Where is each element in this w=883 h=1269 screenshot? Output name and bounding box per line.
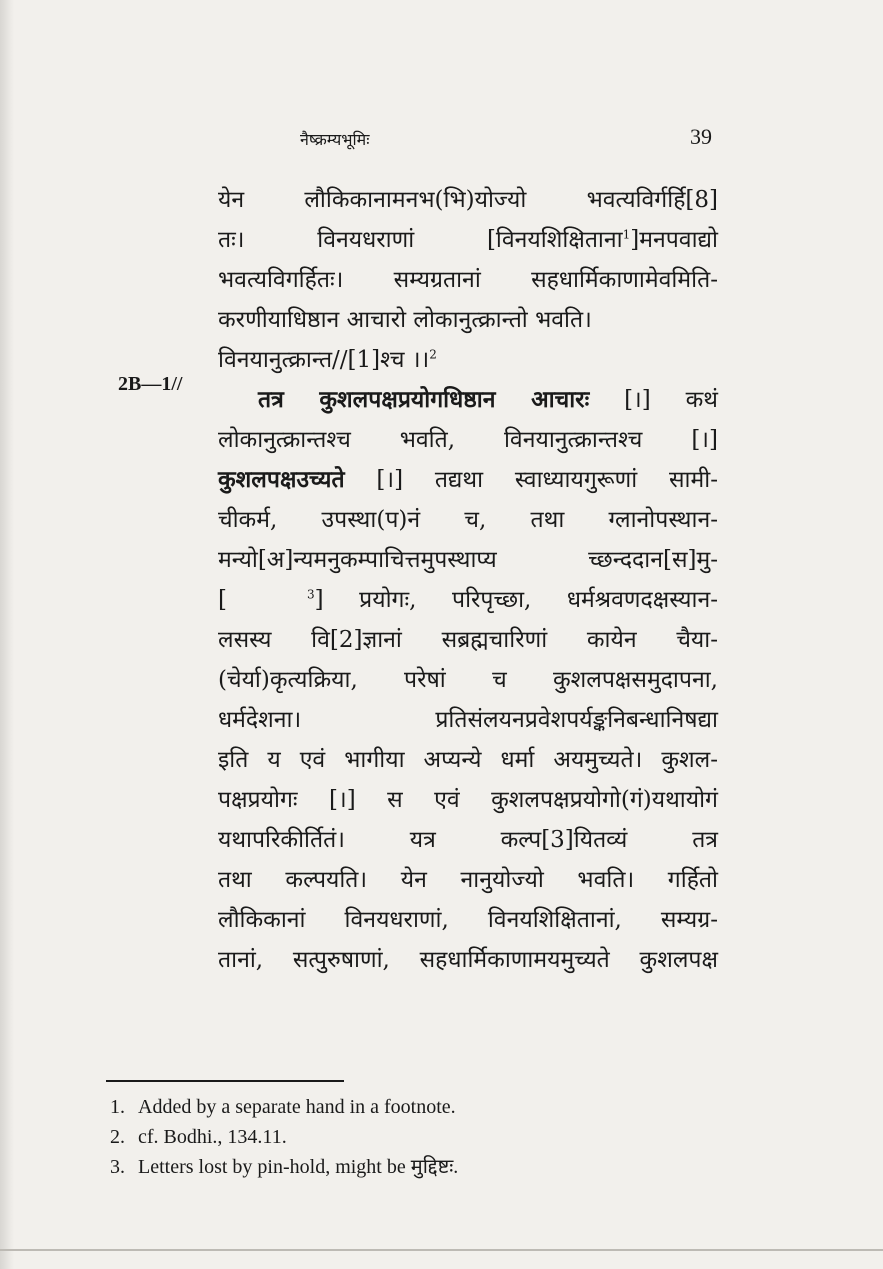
footnote-text: Added by a separate hand in a footnote. <box>138 1096 456 1118</box>
text-line <box>218 580 718 620</box>
bold-heading: तत्र कुशलपक्षप्रयोगधिष्ठान आचारः <box>258 386 590 413</box>
text-line: तथा कल्पयति। येन नानुयोज्यो भवति। गर्हितो <box>218 867 718 893</box>
text-line: तत्र कुशलपक्षप्रयोगधिष्ठान आचारः [।] कथं <box>258 386 718 413</box>
running-title: नैष्क्रम्यभूमिः <box>300 130 370 149</box>
footnote <box>110 1092 730 1122</box>
footnote-marker: 2 <box>429 347 437 362</box>
text-line: मन्यो[अ]न्यमनुकम्पाचित्तमुपस्थाप्य च्छन्ददान[स]मु- <box>218 547 718 573</box>
footnote-number: 1. <box>110 1096 125 1118</box>
footnote-text: Letters lost by pin-hold, might be मुद्दिष्टः. <box>138 1156 459 1178</box>
text-line: लौकिकानां विनयधराणां, विनयशिक्षितानां, सम्यग्र- <box>218 907 718 933</box>
text-line: करणीयाधिष्ठान आचारो लोकानुत्क्रान्तो भवति। <box>218 307 592 333</box>
text-line: (चेर्या)कृत्यक्रिया, परेषां च कुशलपक्षसमुदापना, <box>218 667 718 693</box>
text-line: येन लौकिकानामनभ(भि)योज्यो भवत्यविर्गर्हि[8] <box>218 187 718 213</box>
margin-folio-reference: 2B—1// <box>118 373 183 395</box>
text-segment: [ <box>218 587 227 613</box>
text-line: लसस्य वि[2]ज्ञानां सब्रह्मचारिणां कायेन चैया- <box>218 627 718 653</box>
body-text <box>218 180 718 980</box>
text-segment: तः। विनयधराणां [विनयशिक्षिताना <box>218 227 623 253</box>
text-line: भवत्यविगर्हितः। सम्यग्रतानां सहधार्मिकाणामेवमिति- <box>218 267 718 293</box>
footnote <box>110 1152 730 1182</box>
text-line: यथापरिकीर्तितं। यत्र कल्प[3]यितव्यं तत्र <box>218 827 718 853</box>
page-bottom-edge <box>0 1249 883 1251</box>
footnote-marker: 3 <box>306 587 315 602</box>
text-line: कुशलपक्षउच्यते [।] तद्यथा स्वाध्यायगुरूणां सामी- <box>218 466 718 493</box>
footnote-rule <box>106 1080 344 1082</box>
page-edge <box>0 0 14 1269</box>
footnote-text: cf. Bodhi., 134.11. <box>138 1126 287 1148</box>
text-line: तानां, सत्पुरुषाणां, सहधार्मिकाणामयमुच्यते कुशलपक्ष <box>218 947 718 973</box>
text-line: चीकर्म, उपस्था(प)नं च, तथा ग्लानोपस्थान- <box>218 507 718 533</box>
text-line <box>218 220 718 260</box>
page-number: 39 <box>690 124 712 149</box>
footnote <box>110 1122 730 1152</box>
text-line: पक्षप्रयोगः [।] स एवं कुशलपक्षप्रयोगो(गं)यथायोगं <box>218 787 718 813</box>
text-line: धर्मदेशना। प्रतिसंलयनप्रवेशपर्यङ्कनिबन्धानिषद्या <box>218 707 718 733</box>
text-segment: विनयानुत्क्रान्त//[1]श्च ।। <box>218 347 430 373</box>
text-line: लोकानुत्क्रान्तश्च भवति, विनयानुत्क्रान्तश्च [।] <box>218 427 718 453</box>
text-line <box>218 340 718 380</box>
bold-term: कुशलपक्षउच्यते <box>218 466 345 493</box>
footnotes <box>110 1092 730 1182</box>
footnote-number: 3. <box>110 1156 125 1178</box>
text-segment: ] प्रयोगः, परिपृच्छा, धर्मश्रवणदक्षस्यान- <box>314 587 718 613</box>
footnote-marker: 1 <box>622 227 631 242</box>
text-line: इति य एवं भागीया अप्यन्ये धर्मा अयमुच्यते। कुशल- <box>218 747 718 773</box>
footnote-number: 2. <box>110 1126 125 1148</box>
text-segment: ]मनपवाद्यो <box>630 227 718 253</box>
